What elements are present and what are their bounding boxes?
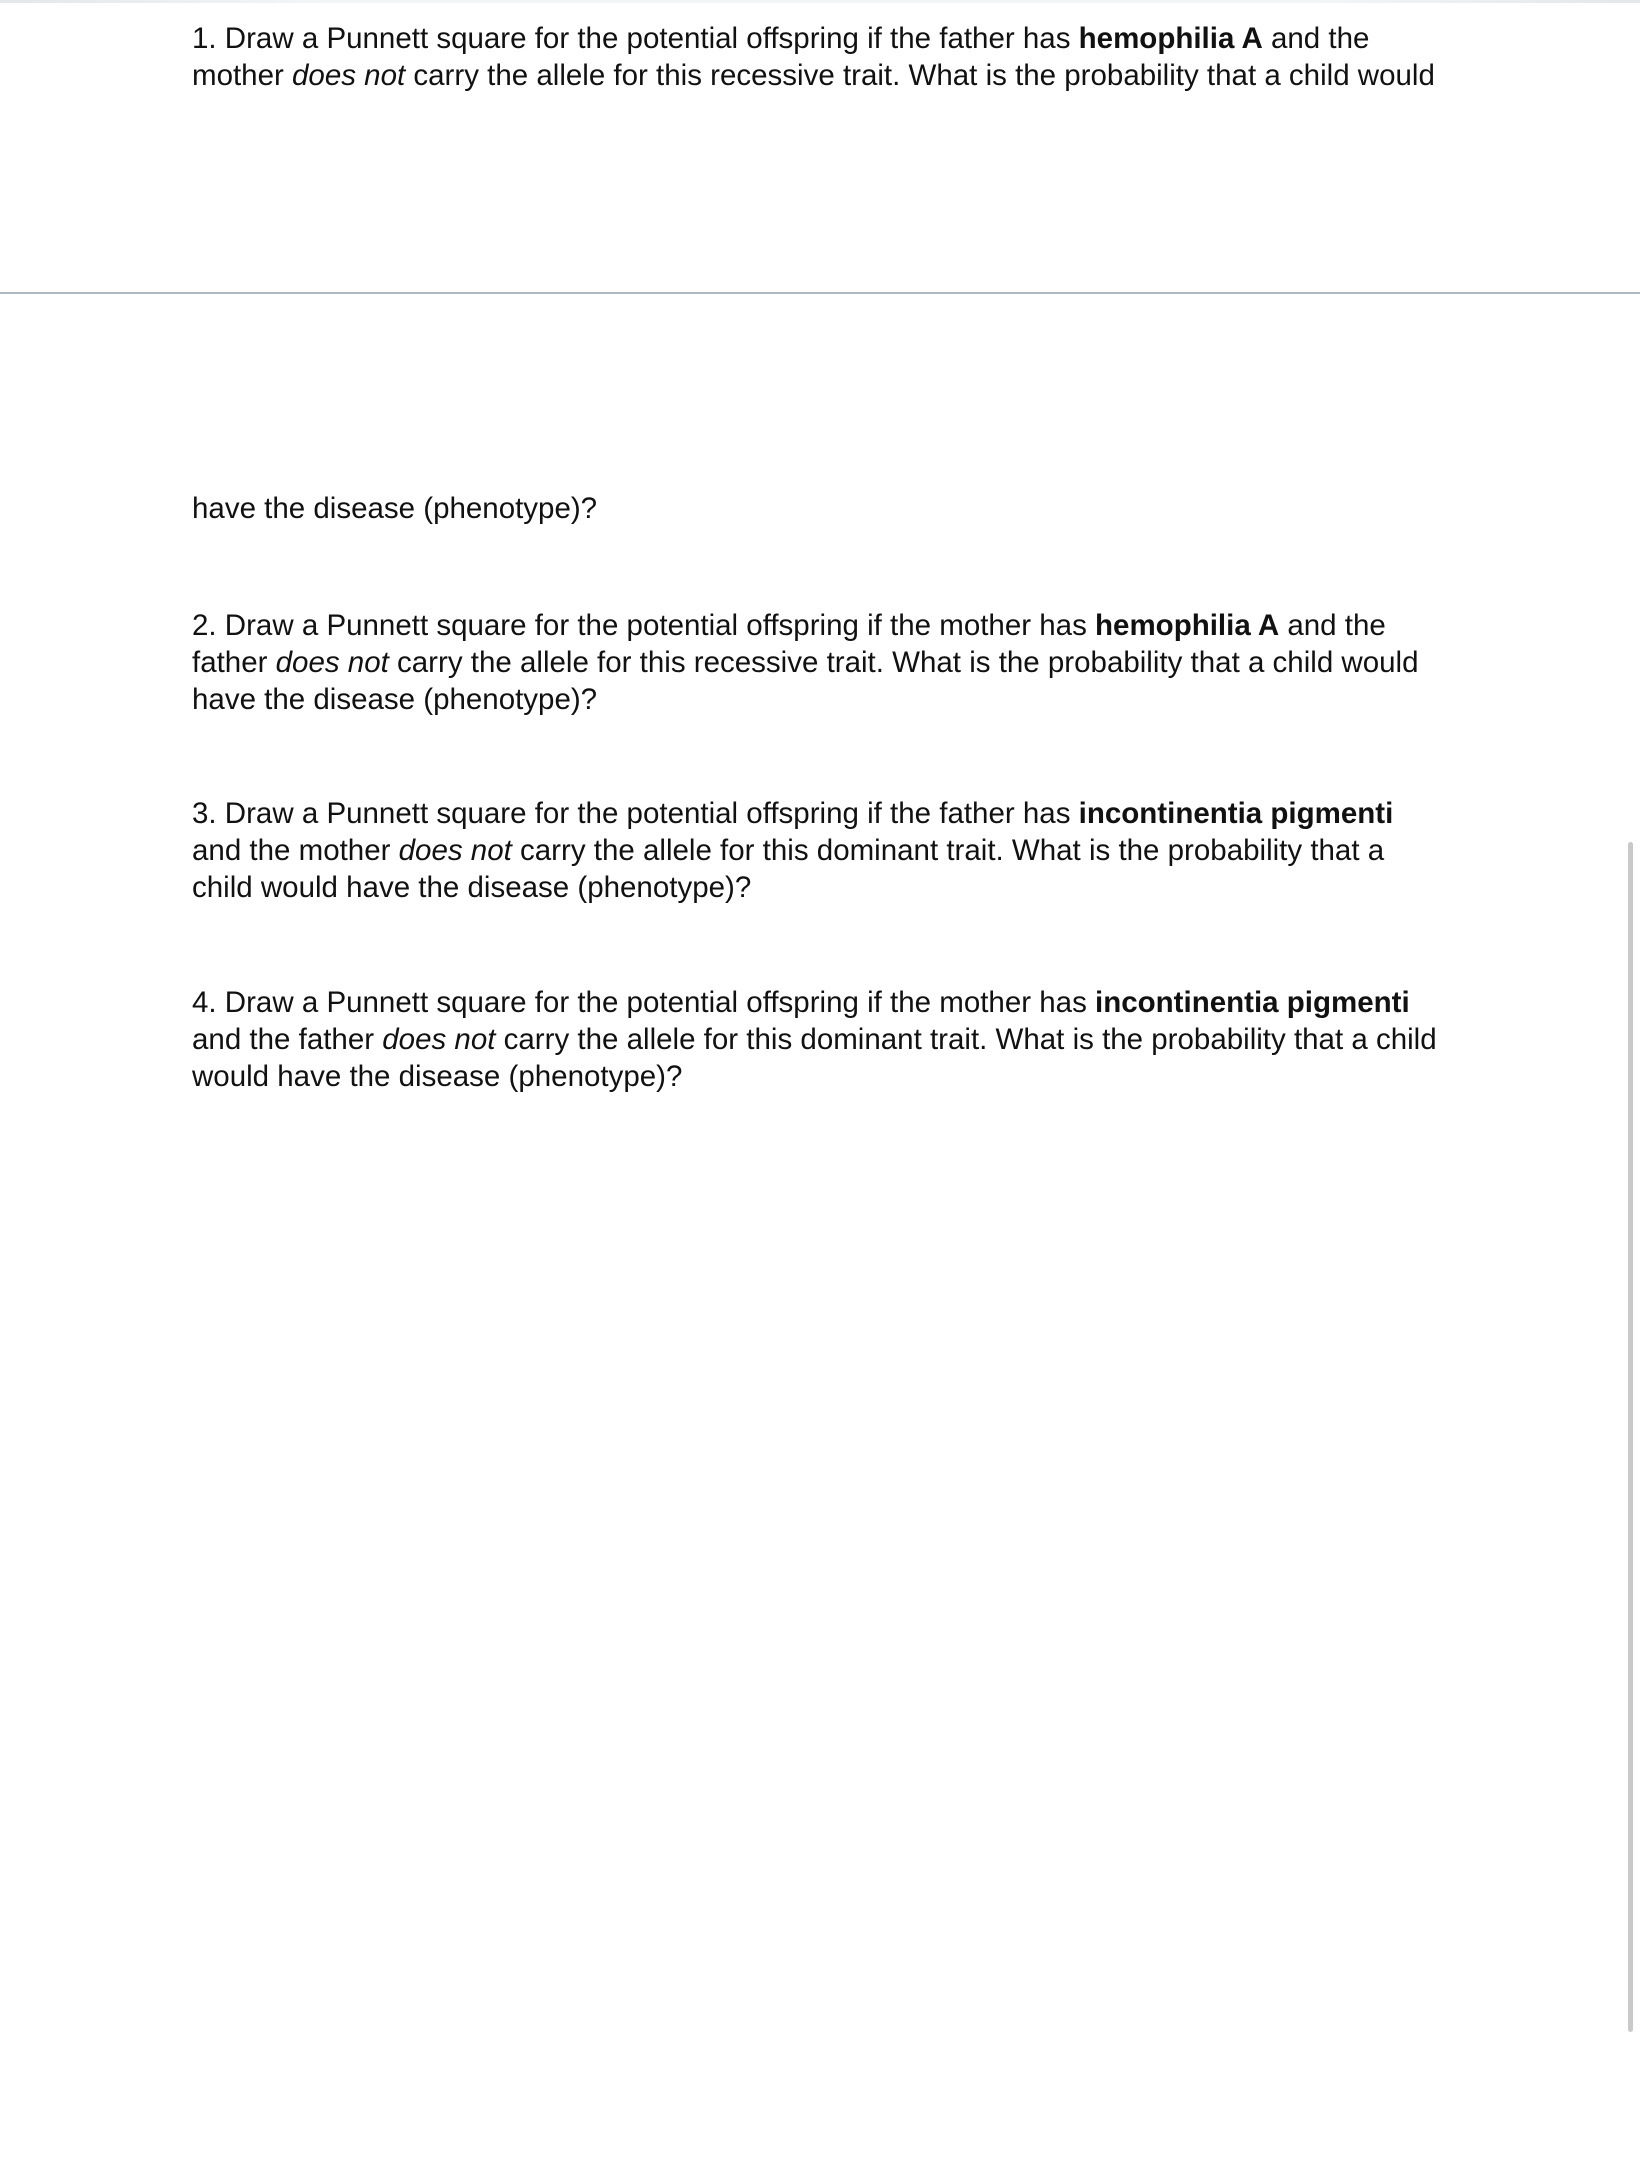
emphasis-text: does not [275,646,389,679]
condition-name: incontinentia pigmenti [1078,797,1394,830]
top-edge-shade [0,0,1640,3]
question-text: carry the allele for this recessive trait. What is the probability that a child would [388,646,1419,679]
question-3-line-3: child would have the disease (phenotype)? [192,871,752,904]
question-1-line-3: have the disease (phenotype)? [192,492,598,525]
question-4 [192,984,1437,1095]
question-3 [192,795,1393,906]
question-text: carry the allele for this recessive trait. What is the probability that a child would [405,59,1435,92]
question-2-line-3: have the disease (phenotype)? [192,683,598,716]
question-2 [192,607,1419,718]
emphasis-text: does not [382,1023,496,1056]
question-number: 4. [192,986,217,1019]
question-text: mother [192,59,293,92]
question-4-line-3: would have the disease (phenotype)? [192,1060,683,1093]
question-1-line-1 [192,20,1435,57]
question-3-line-1 [192,795,1393,832]
question-4-line-1 [192,984,1437,1021]
question-1-line-2 [192,57,1435,94]
condition-name: hemophilia A [1095,609,1280,642]
page-break-divider [0,292,1640,294]
question-2-line-2 [192,644,1419,681]
question-text: Draw a Punnett square for the potential offspring if the mother has [216,609,1096,642]
question-text: father [192,646,276,679]
question-1-part-2 [192,490,597,527]
question-4-line-2 [192,1021,1437,1058]
scrollbar-thumb[interactable] [1628,842,1633,2032]
condition-name: incontinentia pigmenti [1095,986,1410,1019]
question-text: Draw a Punnett square for the potential offspring if the father has [216,22,1079,55]
question-text: Draw a Punnett square for the potential offspring if the mother has [216,986,1096,1019]
question-3-line-2 [192,832,1393,869]
question-text: and the father [192,1023,383,1056]
condition-name: hemophilia A [1078,22,1263,55]
question-2-line-1 [192,607,1419,644]
question-text: Draw a Punnett square for the potential offspring if the father has [216,797,1079,830]
emphasis-text: does not [398,834,512,867]
question-text: carry the allele for this dominant trait. What is the probability that a child [495,1023,1437,1056]
question-text: and the mother [192,834,399,867]
question-number: 3. [192,797,217,830]
question-text: carry the allele for this dominant trait. What is the probability that a [511,834,1385,867]
question-number: 1. [192,22,217,55]
question-text: and the [1279,609,1386,642]
vertical-scrollbar[interactable] [1624,842,1636,2032]
emphasis-text: does not [292,59,406,92]
question-text: and the [1262,22,1370,55]
question-1-part-1 [192,20,1435,94]
question-number: 2. [192,609,217,642]
